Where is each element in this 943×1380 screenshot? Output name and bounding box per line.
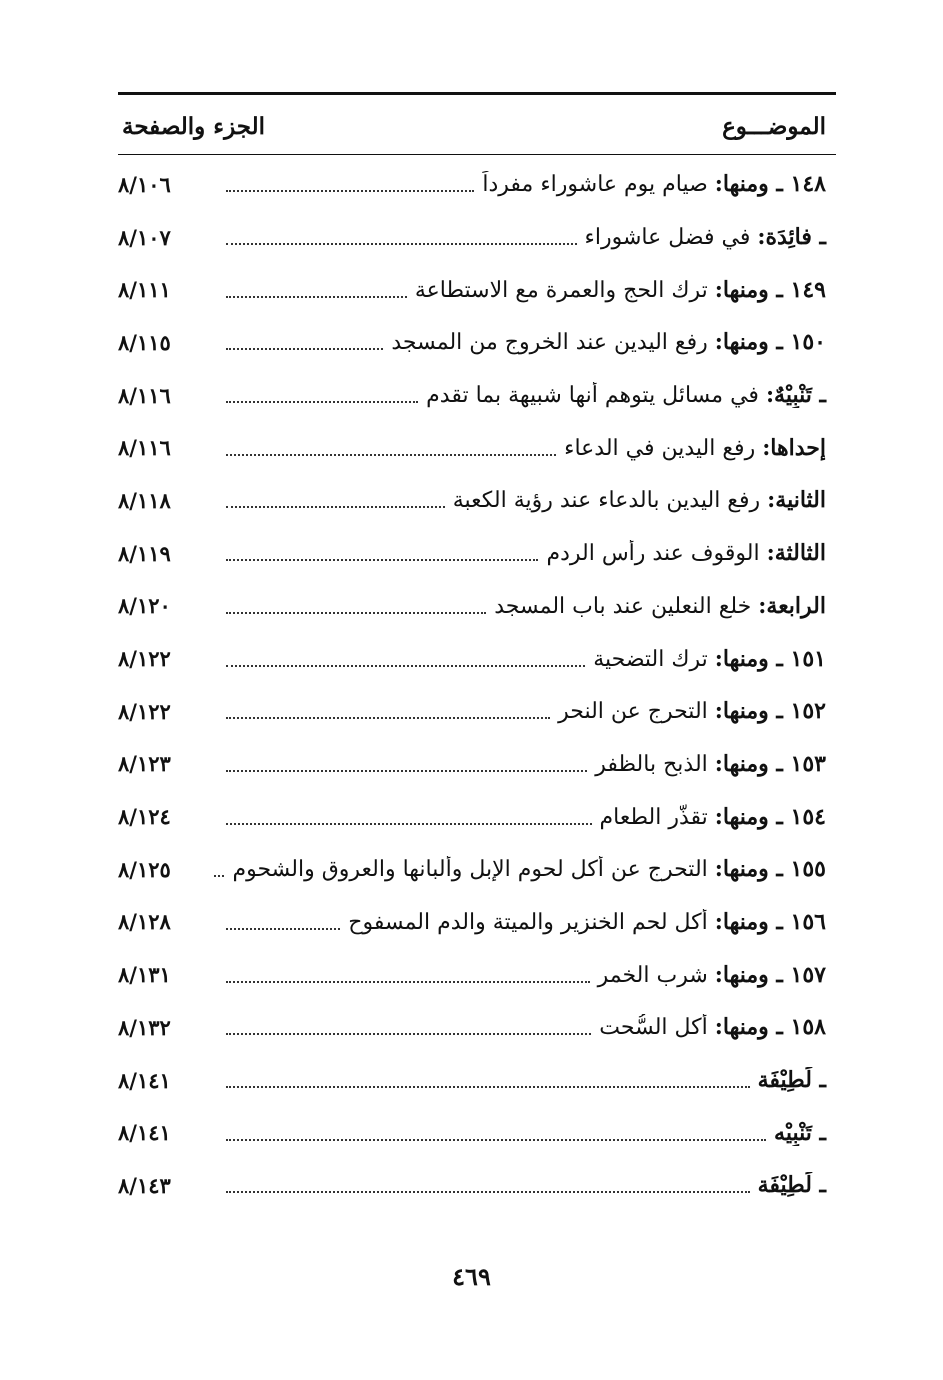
toc-entry-number: ١٤٨ ـ ومنها: — [714, 171, 826, 198]
toc-entry-title: رفع اليدين في الدعاء — [564, 435, 756, 461]
toc-page-ref: ٨/١٢٨ — [118, 909, 171, 935]
toc-entry-number: ـ تَنْبِيْه — [774, 1119, 826, 1146]
toc-entry-number: الثانية: — [767, 487, 826, 514]
toc-entry-number: ١٥٣ ـ ومنها: — [714, 750, 826, 777]
toc-entry-title: ترك التضحية — [593, 646, 708, 672]
toc-entry — [118, 738, 836, 791]
toc-page-ref: ٨/١٢٢ — [118, 698, 171, 724]
toc-topic — [200, 593, 836, 619]
toc-topic — [200, 1067, 836, 1093]
toc-entry — [118, 158, 836, 211]
toc-page-ref: ٨/١٢٢ — [118, 646, 171, 672]
toc-topic — [200, 1014, 836, 1040]
toc-entry-number: ١٥٦ ـ ومنها: — [714, 908, 826, 935]
toc-page-ref: ٨/١٠٧ — [118, 224, 171, 250]
dot-leader — [226, 190, 474, 192]
toc-topic-text — [453, 487, 826, 513]
toc-topic — [200, 224, 836, 250]
toc-topic-text — [585, 224, 826, 250]
toc-topic-text — [546, 540, 826, 566]
toc-topic — [200, 1120, 836, 1146]
toc-topic-text — [758, 1067, 826, 1093]
toc-entry-number: إحداها: — [762, 434, 826, 461]
toc-topic-text — [599, 1014, 826, 1040]
toc-entry-number: ـ لَطِيْفَة — [757, 1172, 826, 1199]
toc-entry — [118, 580, 836, 633]
toc-entry — [118, 896, 836, 949]
header-top-rule — [118, 92, 836, 95]
toc-entry-title: شرب الخمر — [597, 962, 708, 988]
toc-entry-number: ـ تَنْبِيْهٌ: — [765, 382, 826, 409]
toc-page-ref: ٨/١١٥ — [118, 329, 171, 355]
toc-topic-text — [593, 646, 826, 672]
toc-entry-number: ١٥٥ ـ ومنها: — [714, 856, 826, 883]
dot-leader — [226, 1191, 750, 1193]
toc-topic-text — [232, 856, 826, 882]
toc-entry — [118, 1054, 836, 1107]
toc-topic-text — [348, 909, 826, 935]
toc-topic — [200, 487, 836, 513]
dot-leader — [226, 454, 556, 456]
toc-topic — [200, 962, 836, 988]
dot-leader — [226, 823, 592, 825]
dot-leader — [226, 506, 445, 508]
dot-leader — [226, 612, 486, 614]
toc-entry — [118, 263, 836, 316]
toc-entry — [118, 1159, 836, 1212]
toc-page-ref: ٨/١٠٦ — [118, 171, 171, 197]
toc-topic-text — [391, 329, 826, 355]
toc-page-ref: ٨/١٢٥ — [118, 856, 171, 882]
toc-entry — [118, 948, 836, 1001]
toc-entry-title: ترك الحج والعمرة مع الاستطاعة — [414, 277, 708, 303]
toc-entry-number: الثالثة: — [766, 540, 826, 567]
toc-topic — [200, 277, 836, 303]
toc-topic — [200, 540, 836, 566]
toc-topic — [200, 646, 836, 672]
dot-leader — [226, 348, 383, 350]
dot-leader — [226, 1033, 591, 1035]
toc-entry-number: ـ لَطِيْفَة — [757, 1067, 826, 1094]
toc-topic — [200, 329, 836, 355]
toc-page-ref: ٨/١١٨ — [118, 487, 171, 513]
toc-entry-title: خلع النعلين عند باب المسجد — [494, 593, 752, 619]
dot-leader — [226, 770, 587, 772]
toc-entry-title: أكل لحم الخنزير والميتة والدم المسفوح — [348, 909, 708, 935]
toc-entry — [118, 369, 836, 422]
toc-page-ref: ٨/١٤١ — [118, 1067, 171, 1093]
toc-page-ref: ٨/١٢٣ — [118, 751, 171, 777]
toc-topic — [200, 1172, 836, 1198]
toc-entry-number: ١٥٢ ـ ومنها: — [714, 698, 826, 725]
dot-leader — [214, 875, 224, 877]
toc-entry — [118, 1001, 836, 1054]
toc-topic-text — [415, 277, 826, 303]
header-topic-label: الموضـــوع — [722, 112, 826, 140]
toc-entry-title: رفع اليدين بالدعاء عند رؤية الكعبة — [452, 488, 761, 514]
toc-topic-text — [558, 698, 826, 724]
toc-topic-text — [564, 435, 826, 461]
toc-page-ref: ٨/١١٦ — [118, 382, 171, 408]
toc-entry — [118, 1106, 836, 1159]
dot-leader — [226, 401, 418, 403]
toc-entry-title: أكل السُّحت — [599, 1015, 708, 1041]
toc-entry-number: ـ فائِدَة: — [757, 224, 826, 251]
toc-entry-title: التحرج عن النحر — [558, 699, 708, 725]
toc-topic-text — [774, 1120, 826, 1146]
toc-page-ref: ٨/١٣١ — [118, 962, 171, 988]
toc-entry — [118, 685, 836, 738]
toc-entry-number: ١٥١ ـ ومنها: — [714, 645, 826, 672]
toc-entry — [118, 527, 836, 580]
toc-entry-number: ١٥٨ ـ ومنها: — [714, 1014, 826, 1041]
toc-page-ref: ٨/١٤١ — [118, 1120, 171, 1146]
toc-page-ref: ٨/١٢٠ — [118, 593, 171, 619]
toc-entry — [118, 790, 836, 843]
toc-entry-title: الذبح بالظفر — [595, 751, 708, 777]
toc-topic — [200, 856, 836, 882]
toc-topic — [200, 171, 836, 197]
header-bottom-rule — [118, 154, 836, 155]
toc-topic — [200, 435, 836, 461]
toc-entry-title: صيام يوم عاشوراء مفرداً — [482, 172, 708, 198]
dot-leader — [226, 665, 585, 667]
toc-entry-number: ١٥٠ ـ ومنها: — [714, 329, 826, 356]
toc-topic-text — [598, 962, 826, 988]
dot-leader — [226, 243, 577, 245]
toc-topic-text — [426, 382, 826, 408]
toc-entry-title: رفع اليدين عند الخروج من المسجد — [391, 330, 708, 356]
toc-topic — [200, 698, 836, 724]
toc-topic — [200, 751, 836, 777]
toc-entry-title: تقذُّر الطعام — [599, 804, 708, 830]
toc-topic-text — [600, 804, 826, 830]
toc-entry-number: الرابعة: — [758, 592, 826, 619]
toc-entry-number: ١٤٩ ـ ومنها: — [714, 276, 826, 303]
toc-topic-text — [758, 1172, 826, 1198]
dot-leader — [226, 559, 538, 561]
toc-topic-text — [595, 751, 826, 777]
toc-entry — [118, 421, 836, 474]
page-number: ٤٦٩ — [452, 1262, 491, 1291]
toc-entry — [118, 474, 836, 527]
toc-entry — [118, 843, 836, 896]
toc-topic — [200, 804, 836, 830]
toc-topic-text — [494, 593, 826, 619]
dot-leader — [226, 717, 550, 719]
table-of-contents — [118, 158, 836, 1212]
header-page-label: الجزء والصفحة — [122, 112, 266, 140]
toc-page-ref: ٨/١١٩ — [118, 540, 171, 566]
dot-leader — [226, 981, 590, 983]
toc-page-ref: ٨/١٢٤ — [118, 804, 171, 830]
toc-entry-number: ١٥٤ ـ ومنها: — [714, 803, 826, 830]
toc-entry-title: التحرج عن أكل لحوم الإبل وألبانها والعروق والشحوم — [232, 857, 708, 883]
toc-topic — [200, 382, 836, 408]
toc-page-ref: ٨/١٤٣ — [118, 1172, 171, 1198]
toc-entry — [118, 211, 836, 264]
toc-page-ref: ٨/١٣٢ — [118, 1014, 171, 1040]
toc-topic-text — [482, 171, 826, 197]
toc-entry-number: ١٥٧ ـ ومنها: — [714, 961, 826, 988]
toc-entry — [118, 632, 836, 685]
toc-topic — [200, 909, 836, 935]
dot-leader — [226, 1139, 766, 1141]
toc-entry-title: في فضل عاشوراء — [584, 225, 751, 251]
dot-leader — [226, 296, 407, 298]
toc-entry-title: في مسائل يتوهم أنها شبيهة بما تقدم — [426, 383, 759, 409]
dot-leader — [226, 928, 340, 930]
toc-page-ref: ٨/١١١ — [118, 277, 171, 303]
toc-page-ref: ٨/١١٦ — [118, 435, 171, 461]
toc-entry — [118, 316, 836, 369]
dot-leader — [226, 1086, 750, 1088]
toc-entry-title: الوقوف عند رأس الردم — [546, 541, 760, 567]
table-header — [118, 104, 836, 148]
